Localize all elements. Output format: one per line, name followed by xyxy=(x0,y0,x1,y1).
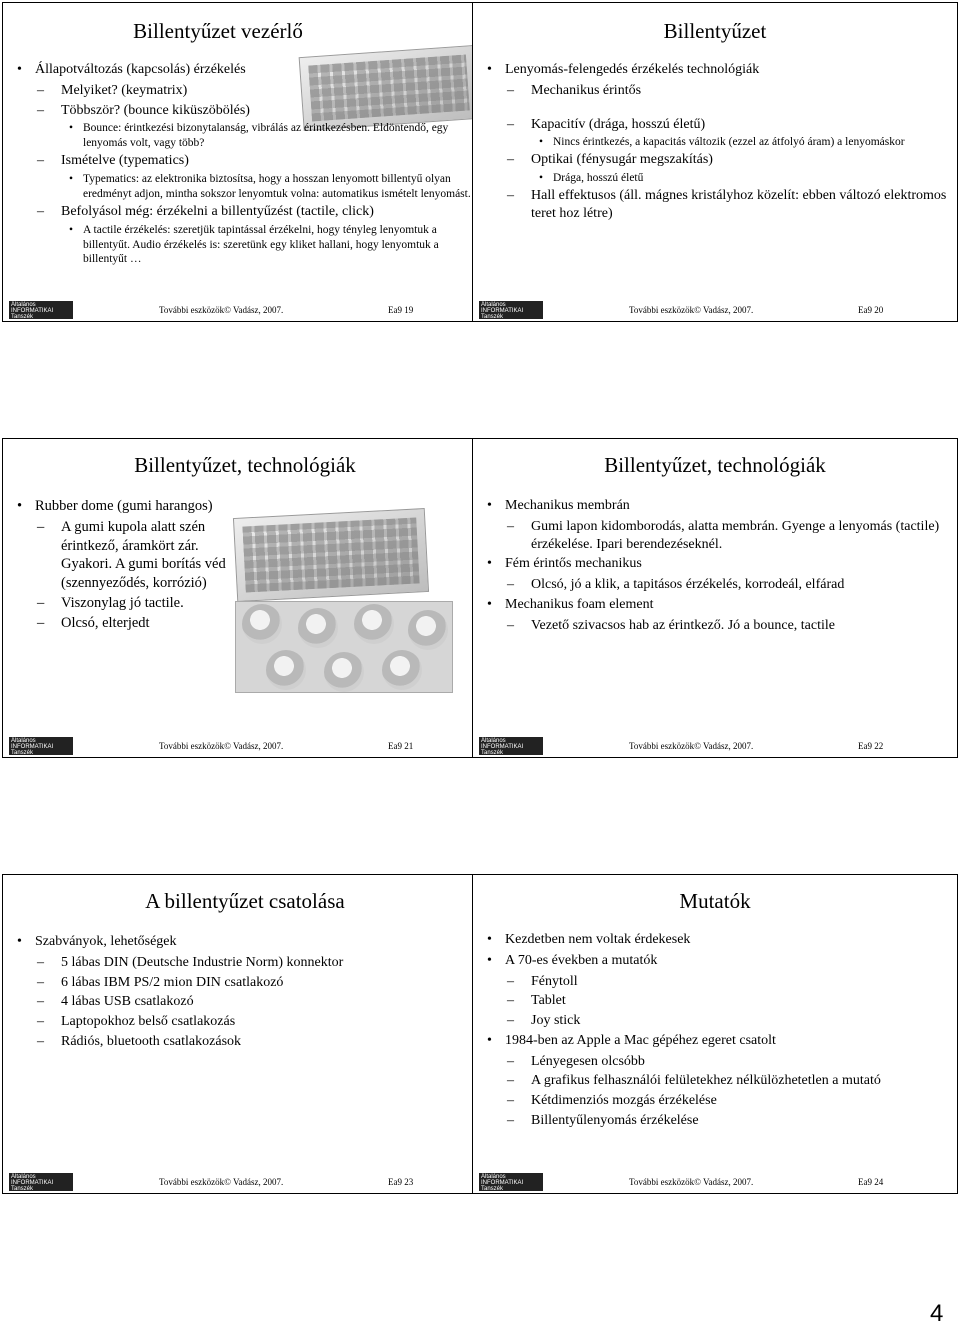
slide-title: Billentyűzet, technológiák xyxy=(134,453,356,477)
slide-footer xyxy=(3,735,487,757)
slide-title: Mutatók xyxy=(679,889,751,913)
slide-24 xyxy=(472,874,958,1194)
slide-footer xyxy=(3,299,487,321)
bullet-level-2: – Kapacitív (drága, hosszú életű) xyxy=(483,116,949,134)
bullet-level-2: – Joy stick xyxy=(483,1012,949,1030)
slide-content xyxy=(13,933,479,1053)
slide-number: Ea9 19 xyxy=(388,305,414,315)
slide-number: Ea9 23 xyxy=(388,1177,414,1187)
bullet-level-1: • Rubber dome (gumi harangos) xyxy=(13,497,237,515)
rubber-dome-photo xyxy=(235,601,453,693)
bullet-level-1: • Mechanikus membrán xyxy=(483,497,949,515)
bullet-level-2: – Laptopokhoz belső csatlakozás xyxy=(13,1013,479,1031)
bullet-level-2: – 6 lábas IBM PS/2 mion DIN csatlakozó xyxy=(13,974,479,992)
bullet-level-3: • Drága, hosszú életű xyxy=(483,171,949,186)
bullet-level-2: – Optikai (fénysugár megszakítás) xyxy=(483,151,949,169)
slide-content xyxy=(483,931,949,1132)
bullet-level-3: • Nincs érintkezés, a kapacitás változik (ezzel az átfolyó áram) a lenyomáskor xyxy=(483,135,949,150)
bullet-level-2: – A grafikus felhasználói felületekhez nélkülözhetetlen a mutató xyxy=(483,1072,949,1090)
slide-23 xyxy=(2,874,488,1194)
bullet-level-2: – 5 lábas DIN (Deutsche Industrie Norm) konnektor xyxy=(13,954,479,972)
bullet-level-1: • Lenyomás-felengedés érzékelés technológiák xyxy=(483,61,949,79)
slide-content xyxy=(13,497,237,635)
department-logo: Általános INFORMATIKAI Tanszék xyxy=(9,737,73,755)
slide-content xyxy=(483,61,949,224)
bullet-level-1: • 1984-ben az Apple a Mac gépéhez egeret csatolt xyxy=(483,1032,949,1050)
spacer xyxy=(483,102,949,116)
bullet-level-2: – Hall effektusos (áll. mágnes kristályhoz közelít: ebben változó elektromos teret hoz létre) xyxy=(483,187,949,223)
bullet-level-1: • Kezdetben nem voltak érdekesek xyxy=(483,931,949,949)
slide-footer xyxy=(473,735,957,757)
footer-credit: További eszközök© Vadász, 2007. xyxy=(629,1177,754,1187)
bullet-level-2: – Befolyásol még: érzékelni a billentyűzést (tactile, click) xyxy=(13,203,479,221)
bullet-level-3: • Bounce: érintkezési bizonytalanság, vibrálás az érintkezésben. Eldöntendő, egy lenyomás volt, vagy több? xyxy=(13,121,479,151)
slide-19 xyxy=(2,2,488,322)
bullet-level-1: • A 70-es években a mutatók xyxy=(483,952,949,970)
slide-title: A billentyűzet csatolása xyxy=(145,889,345,913)
slide-footer xyxy=(473,299,957,321)
bullet-level-3: • A tactile érzékelés: szeretjük tapintással érzékelni, hogy tényleg lenyomtuk a billentyűt. Audio érzékelés is: szeretünk egy kliket hallani, hogy lenyomtuk a billentyűt … xyxy=(13,223,479,268)
bullet-level-2: – Fénytoll xyxy=(483,973,949,991)
bullet-level-2: – Olcsó, jó a klik, a tapitásos érzékelés, korrodeál, elfárad xyxy=(483,576,949,594)
keyboard-membrane-photo xyxy=(233,508,429,602)
footer-credit: További eszközök© Vadász, 2007. xyxy=(159,305,284,315)
bullet-level-2: – Gumi lapon kidomborodás, alatta membrán. Gyenge a lenyomás (tactile) érzékelése. Ipari berendezéseknél. xyxy=(483,518,949,554)
bullet-level-2: – Többször? (bounce kiküszöbölés) xyxy=(13,102,479,120)
slide-title: Billentyűzet xyxy=(663,19,767,43)
bullet-level-2: – Billentyűlenyomás érzékelése xyxy=(483,1112,949,1130)
department-logo: Általános INFORMATIKAI Tanszék xyxy=(479,737,543,755)
department-logo: Általános INFORMATIKAI Tanszék xyxy=(479,1173,543,1191)
page-number: 4 xyxy=(930,1300,944,1327)
slide-20 xyxy=(472,2,958,322)
bullet-level-2: – Tablet xyxy=(483,992,949,1010)
slide-footer xyxy=(3,1171,487,1193)
bullet-level-3: • Typematics: az elektronika biztosítsa, hogy a hosszan lenyomott billentyű olyan eredményt adjon, mintha sokszor lenyomtuk volna: automatikus ismételt lenyomást. xyxy=(13,172,479,202)
slide-content xyxy=(13,61,479,268)
bullet-level-2: – Ismételve (typematics) xyxy=(13,152,479,170)
bullet-level-2: – Mechanikus érintős xyxy=(483,82,949,100)
slide-number: Ea9 24 xyxy=(858,1177,884,1187)
bullet-level-2: – Melyiket? (keymatrix) xyxy=(13,82,479,100)
slide-footer xyxy=(473,1171,957,1193)
bullet-level-2: – Viszonylag jó tactile. xyxy=(13,594,237,612)
bullet-level-1: • Mechanikus foam element xyxy=(483,596,949,614)
bullet-level-2: – Rádiós, bluetooth csatlakozások xyxy=(13,1033,479,1051)
slide-21 xyxy=(2,438,488,758)
footer-credit: További eszközök© Vadász, 2007. xyxy=(629,305,754,315)
department-logo: Általános INFORMATIKAI Tanszék xyxy=(479,301,543,319)
bullet-level-2: – 4 lábas USB csatlakozó xyxy=(13,993,479,1011)
footer-credit: További eszközök© Vadász, 2007. xyxy=(159,1177,284,1187)
bullet-level-1: • Fém érintős mechanikus xyxy=(483,555,949,573)
department-logo: Általános INFORMATIKAI Tanszék xyxy=(9,1173,73,1191)
bullet-level-2: – Olcsó, elterjedt xyxy=(13,614,237,632)
bullet-level-2: – Vezető szivacsos hab az érintkező. Jó a bounce, tactile xyxy=(483,617,949,635)
bullet-level-1: • Szabványok, lehetőségek xyxy=(13,933,479,951)
slide-content xyxy=(483,497,949,636)
footer-credit: További eszközök© Vadász, 2007. xyxy=(159,741,284,751)
slide-number: Ea9 21 xyxy=(388,741,414,751)
footer-credit: További eszközök© Vadász, 2007. xyxy=(629,741,754,751)
slide-number: Ea9 20 xyxy=(858,305,884,315)
slide-title: Billentyűzet vezérlő xyxy=(133,19,303,43)
bullet-level-1: • Állapotváltozás (kapcsolás) érzékelés xyxy=(13,61,479,79)
slide-22 xyxy=(472,438,958,758)
slide-number: Ea9 22 xyxy=(858,741,884,751)
slide-title: Billentyűzet, technológiák xyxy=(604,453,826,477)
bullet-level-2: – Kétdimenziós mozgás érzékelése xyxy=(483,1092,949,1110)
bullet-level-2: – Lényegesen olcsóbb xyxy=(483,1053,949,1071)
bullet-level-2: – A gumi kupola alatt szén érintkező, áramkört zár. Gyakori. A gumi borítás véd (szennyeződés, korrózió) xyxy=(13,518,237,592)
department-logo: Általános INFORMATIKAI Tanszék xyxy=(9,301,73,319)
